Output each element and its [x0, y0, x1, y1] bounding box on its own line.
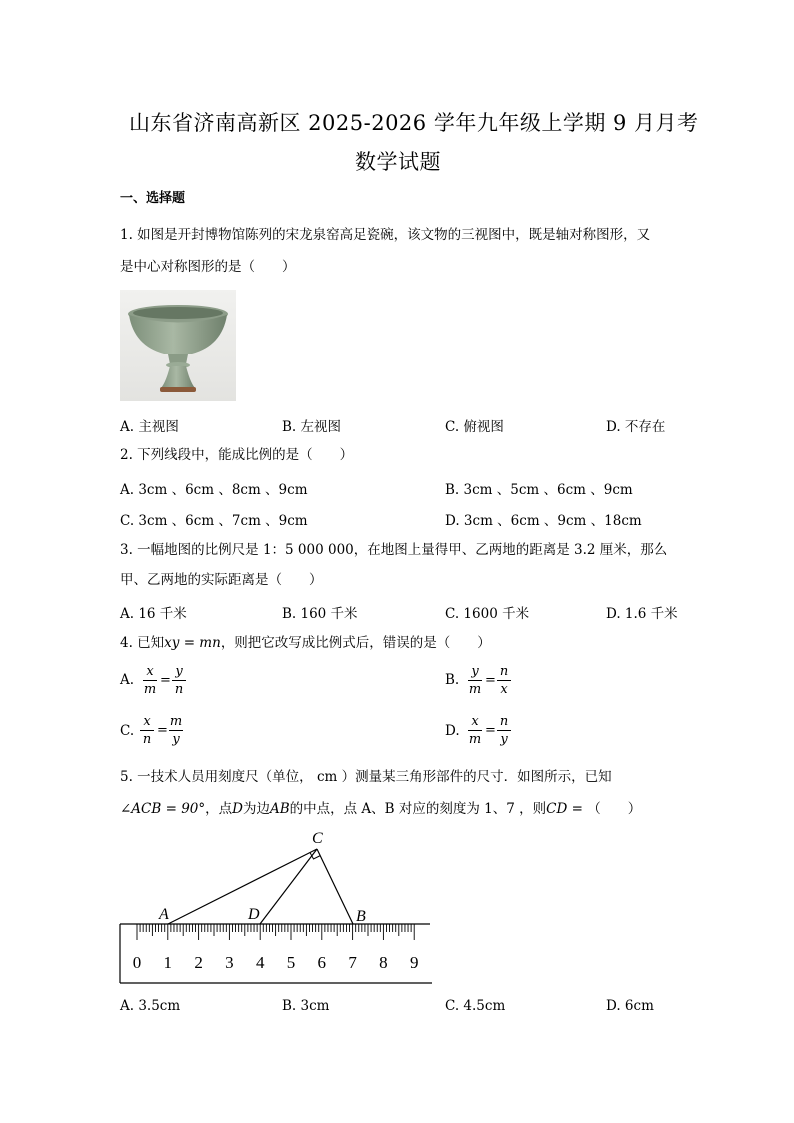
q4-option-a-frac1: x m [143, 664, 157, 697]
segment-bc [317, 849, 353, 924]
q3-stem-line1: 3. 一幅地图的比例尺是 1：5 000 000，在地图上量得甲、乙两地的距离是 3.2 厘米，那么 [120, 542, 668, 558]
q2-option-c: C. 3cm 、6cm 、7cm 、9cm [120, 513, 308, 529]
ruler-ticks [137, 924, 414, 940]
ruler-number: 0 [132, 953, 142, 972]
q3-option-d: D. 1.6 千米 [606, 606, 678, 622]
q4-option-a-equals: = [160, 673, 171, 688]
q1-option-c: C. 俯视图 [445, 419, 504, 435]
ruler-number: 9 [409, 953, 419, 972]
q3-option-b: B. 160 千米 [282, 606, 358, 622]
q4-stem-pre: 4. 已知 [120, 635, 165, 651]
q4-option-b-equals: = [485, 673, 496, 688]
q4-option-c-frac1: x n [140, 714, 154, 747]
q4-option-d-letter: D. [445, 723, 460, 739]
q4-option-a-frac2: y n [172, 664, 186, 697]
q4-option-d-equals: = [485, 723, 496, 738]
ruler-number: 8 [379, 953, 388, 972]
q4-option-c-letter: C. [120, 723, 135, 739]
q4-option-d-frac1: x m [468, 714, 482, 747]
ruler-number: 6 [317, 953, 327, 972]
q1-option-b: B. 左视图 [282, 419, 342, 435]
q2-option-d: D. 3cm 、6cm 、9cm 、18cm [445, 513, 642, 529]
section-heading: 一、选择题 [120, 191, 186, 206]
ruler-numbers [133, 953, 419, 972]
ruler-number: 4 [255, 953, 265, 972]
label-c: C [312, 830, 323, 847]
ruler-number: 7 [348, 953, 357, 972]
segment-ac [168, 849, 317, 924]
bowl-photo [120, 290, 236, 401]
q4-option-d-frac2: n y [497, 714, 511, 747]
q2-option-a: A. 3cm 、6cm 、8cm 、9cm [120, 482, 308, 498]
q2-option-b: B. 3cm 、5cm 、6cm 、9cm [445, 482, 633, 498]
q4-stem [120, 633, 491, 653]
q4-option-c-frac2: m y [169, 714, 183, 747]
q3-option-a: A. 16 千米 [120, 606, 187, 622]
q1-stem-line2: 是中心对称图形的是（ ） [120, 259, 296, 275]
page-title-line1: 山东省济南高新区 2025-2026 学年九年级上学期 9 月月考 [129, 111, 699, 135]
q4-option-b-frac1: y m [468, 664, 482, 697]
q5-option-d: D. 6cm [606, 998, 654, 1014]
q1-stem-line1: 1. 如图是开封博物馆陈列的宋龙泉窑高足瓷碗，该文物的三视图中，既是轴对称图形，又 [120, 227, 651, 243]
q5-stem-line2: ∠ACB = 90°，点D为边AB的中点，点 A、B 对应的刻度为 1、7 ，则CD = （ ） [120, 801, 642, 817]
q2-stem: 2. 下列线段中，能成比例的是（ ） [120, 447, 354, 463]
ruler-number: 3 [225, 953, 234, 972]
page-title-line2: 数学试题 [355, 150, 441, 174]
q5-option-b: B. 3cm [282, 998, 330, 1014]
q4-option-b-letter: B. [445, 672, 460, 688]
q1-option-a: A. 主视图 [120, 419, 179, 435]
q1-option-d: D. 不存在 [606, 419, 666, 435]
q3-stem-line2: 甲、乙两地的实际距离是（ ） [120, 572, 323, 588]
q4-stem-post: ，则把它改写成比例式后，错误的是（ ） [220, 635, 491, 651]
ruler-number: 5 [286, 953, 296, 972]
q4-option-b-frac2: n x [497, 664, 511, 697]
label-d: D [248, 906, 260, 923]
q5-ruler-figure [110, 828, 440, 990]
label-b: B [356, 908, 366, 925]
ruler-number: 2 [194, 953, 203, 972]
q5-option-c: C. 4.5cm [445, 998, 506, 1014]
q4-option-c-equals: = [157, 723, 168, 738]
label-a: A [159, 906, 169, 923]
q3-option-c: C. 1600 千米 [445, 606, 530, 622]
q4-stem-math: xy = mn [164, 635, 221, 651]
segment-dc [260, 849, 317, 924]
q5-option-a: A. 3.5cm [120, 998, 181, 1014]
q5-stem-line1: 5. 一技术人员用刻度尺（单位， cm ）测量某三角形部件的尺寸．如图所示，已知 [120, 769, 612, 785]
ruler-number: 1 [163, 953, 173, 972]
q4-option-a-letter: A. [120, 672, 135, 688]
